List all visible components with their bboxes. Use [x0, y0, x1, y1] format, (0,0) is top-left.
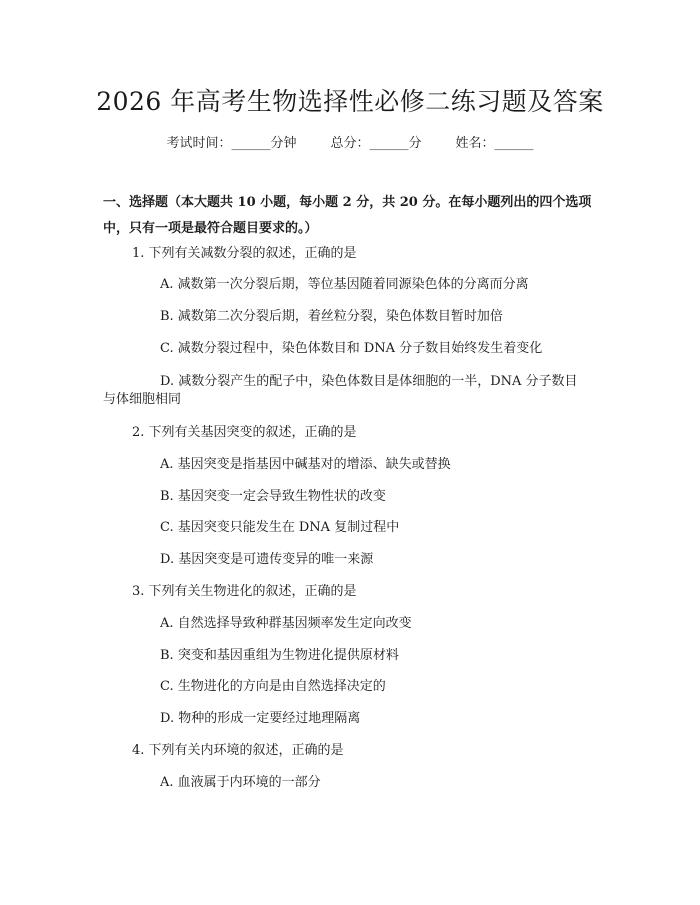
question-4-option-a: A. 血液属于内环境的一部分 [160, 775, 321, 790]
page-title: 2026 年高考生物选择性必修二练习题及答案 [96, 87, 604, 116]
question-3-option-b: B. 突变和基因重组为生物进化提供原材料 [160, 648, 399, 663]
question-3-option-c: C. 生物进化的方向是由自然选择决定的 [160, 679, 386, 694]
question-2-option-c: C. 基因突变只能发生在 DNA 复制过程中 [160, 520, 400, 535]
exam-time-field: 考试时间：______分钟 [166, 136, 297, 151]
question-1-option-c: C. 减数分裂过程中，染色体数目和 DNA 分子数目始终发生着变化 [160, 341, 543, 356]
question-stem-1: 1. 下列有关减数分裂的叙述，正确的是 [132, 246, 357, 261]
exam-info [0, 132, 700, 151]
section-heading: 一、选择题（本大题共 10 小题，每小题 2 分，共 20 分。在每小题列出的四个选项中，只有一项是最符合题目要求的。） [103, 195, 592, 236]
question-1-option-d: D. 减数分裂产生的配子中，染色体数目是体细胞的一半，DNA 分子数目 [160, 374, 578, 389]
total-score-field: 总分：______分 [330, 136, 422, 151]
question-stem-4: 4. 下列有关内环境的叙述，正确的是 [132, 743, 344, 758]
student-name-field: 姓名：______ [455, 136, 534, 151]
question-3-option-a: A. 自然选择导致种群基因频率发生定向改变 [160, 616, 412, 631]
question-stem-2: 2. 下列有关基因突变的叙述，正确的是 [132, 425, 357, 440]
question-stem-3: 3. 下列有关生物进化的叙述，正确的是 [132, 584, 357, 599]
question-2-option-a: A. 基因突变是指基因中碱基对的增添、缺失或替换 [160, 457, 451, 472]
question-2-option-d: D. 基因突变是可遗传变异的唯一来源 [160, 552, 374, 567]
question-1-option-b: B. 减数第二次分裂后期，着丝粒分裂，染色体数目暂时加倍 [160, 309, 503, 324]
question-3-option-d: D. 物种的形成一定要经过地理隔离 [160, 711, 361, 726]
question-1-option-a: A. 减数第一次分裂后期，等位基因随着同源染色体的分离而分离 [160, 277, 529, 292]
question-1-option-d-continued: 与体细胞相同 [103, 392, 182, 407]
question-2-option-b: B. 基因突变一定会导致生物性状的改变 [160, 489, 386, 504]
